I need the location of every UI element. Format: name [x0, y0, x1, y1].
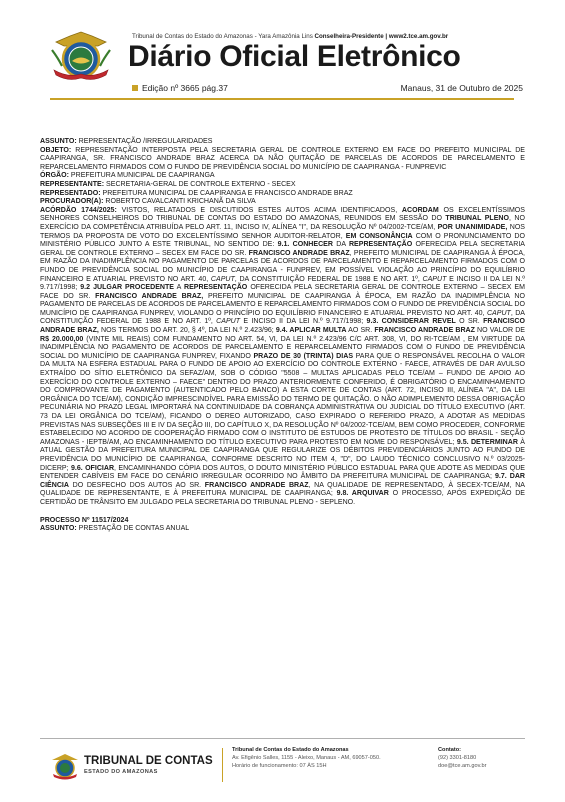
representado-line: REPRESENTADO: PREFEITURA MUNICIPAL DE CAAPIRANGA E FRANCISCO ANDRADE BRAZ: [40, 189, 353, 197]
page-footer: [0, 738, 565, 802]
footer-phone: (92) 3301-8180: [438, 755, 477, 762]
orgao-line: ÓRGÃO: PREFEITURA MUNICIPAL DE CAAPIRANGA: [40, 172, 215, 180]
tribunal-logo-icon: [50, 752, 80, 780]
footer-divider: [40, 738, 525, 739]
objeto-line: OBJETO: REPRESENTAÇÃO INTERPOSTA PELA SECRETARIA GERAL DE CONTROLE EXTERNO EM FACE DO PREFEITO MUNICIPAL DE CAAPIRANGA, SR. FRANCISCO ANDRADE BRAZ ACERCA DA NÃO QUITAÇÃO DE PARCELAS DE ACORDOS DE PARCELAMENTO E REPARCELAMENTO FIRMADOS COM O FUNDO DE PREVIDÊNCIA SOCIAL DO MUNICÍPIO DE CAAPIRANGA - FUNPREVIC: [40, 146, 525, 171]
edition-info: Edição nº 3665 pág.37: [132, 83, 228, 93]
footer-institution-name: TRIBUNAL DE CONTAS: [84, 755, 213, 767]
acordao-paragraph: ACÓRDÃO 1744/2025: VISTOS, RELATADOS E DISCUTIDOS ESTES AUTOS ACIMA IDENTIFICADOS, ACORDAM OS EXCELENTÍSSIMOS SENHORES CONSELHEIROS DO TRIBUNAL DE CONTAS DO ESTADO DO AMAZONAS, REUNIDOS EM SESSÃO DO TRIBUNAL PLENO, NO EXERCÍCIO DA COMPETÊNCIA ATRIBUÍDA PELO ART. 11, INCISO IV, ALÍNEA "I", DA RESOLUÇÃO Nº 04/2002-TCE/AM, POR UNANIMIDADE, NOS TERMOS DA PROPOSTA DE VOTO DO EXCELENTÍSSIMO SENHOR AUDITOR-RELATOR, EM CONSONÂNCIA COM O PRONUNCIAMENTO DO MINISTÉRIO PÚBLICO JUNTO A ESTE TRIBUNAL, NO SENTIDO DE: 9.1. CONHECER DA REPRESENTAÇÃO OFERECIDA PELA SECRETARIA GERAL DE CONTROLE EXTERNO – SECEX EM FACE DO SR. FRANCISCO ANDRADE BRAZ, PREFEITO MUNICIPAL DE CAAPIRANGA À ÉPOCA, EM RAZÃO DA INADIMPLÊNCIA NO PAGAMENTO DE PARCELAS DE ACORDOS DE PARCELAMENTO E REPARCELAMENTO FIRMADOS COM O FUNDO DE PREVIDÊNCIA SOCIAL DO MUNICÍPIO DE CAAPIRANGA - FUNPREV, EM POSSÍVEL VIOLAÇÃO AO PRINCÍPIO DO EQUILÍBRIO FINANCEIRO E ATUARIAL PREVISTO NO ART. 40, CAPUT, DA CONSTITUIÇÃO FEDERAL DE 1988 E NO ART. 1º, CAPUT E INCISO II DA LEI N.º 9.717/1998; 9.2 JULGAR PROCEDENTE A REPRESENTAÇÃO OFERECIDA PELA SECRETARIA GERAL DE CONTROLE EXTERNO – SECEX EM FACE DO SR. FRANCISCO ANDRADE BRAZ, PREFEITO MUNICIPAL DE CAAPIRANGA À ÉPOCA, EM RAZÃO DA INADIMPLÊNCIA NO PAGAMENTO DE PARCELAS DE ACORDOS DE PARCELAMENTO E REPARCELAMENTO FIRMADOS COM O FUNDO DE PREVIDÊNCIA SOCIAL DO MUNICÍPIO DE CAAPIRANGA FUNPREV, VIOLANDO O PRINCÍPIO DO EQUILÍBRIO FINANCEIRO E ATUARIAL PREVISTO NO ART. 40, CAPUT, DA CONSTITUIÇÃO FEDERAL DE 1988 E NO ART. 1º, CAPUT E INCISO II DA LEI N.º 9.717/1998; 9.3. CONSIDERAR REVEL O SR. FRANCISCO ANDRADE BRAZ, NOS TERMOS DO ART. 20, § 4º, DA LEI N.º 2.423/96; 9.4. APLICAR MULTA AO SR. FRANCISCO ANDRADE BRAZ NO VALOR DE R$ 20.000,00 (VINTE MIL REAIS) COM FUNDAMENTO NO ART. 54, VI, DA LEI N.º 2.423/96 C/C ART. 308, VI, DO RI-TCE/AM , EM VIRTUDE DA INADIMPLÊNCIA NO PAGAMENTO DE ACORDOS DE PARCELAMENTO E REPARCELAMENTO FIRMADOS COM O FUNDO DE PREVIDÊNCIA SOCIAL DO MUNICÍPIO DE CAAPIRANGA FUNPREV, FIXANDO PRAZO DE 30 (TRINTA) DIAS PARA QUE O RESPONSÁVEL RECOLHA O VALOR DA MULTA NA ESFERA ESTADUAL PARA O FUNDO DE APOIO AO EXERCÍCIO DO CONTROLE EXTERNO - FAECE, ATRAVÉS DE DAR AVULSO EXTRAÍDO DO SÍTIO ELETRÔNICO DA SEFAZ/AM, SOB O CÓDIGO "5508 – MULTAS APLICADAS PELO TCE/AM – FUNDO DE APOIO AO EXERCÍCIO DO CONTROLE EXTERNO – FAECE" DENTRO DO PRAZO ANTERIORMENTE CONFERIDO, É OBRIGATÓRIO O ENCAMINHAMENTO DO COMPROVANTE DE PAGAMENTO (AUTENTICADO PELO BANCO) A ESTA CORTE DE CONTAS (ART. 72, INCISO III, ALÍNEA "A", DA LEI ORGÂNICA DO TCE/AM), CONDIÇÃO IMPRESCINDÍVEL PARA EMISSÃO DO TERMO DE QUITAÇÃO. O NÃO ADIMPLEMENTO DESSA OBRIGAÇÃO PECUNIÁRIA NO PRAZO LEGAL IMPORTARÁ NA CONTINUIDADE DA COBRANÇA ADMINISTRATIVA OU JUDICIAL DO TÍTULO EXECUTIVO (ART. 73 DA LEI ORGÂNICA DO TCE/AM), FICANDO O DEREO AUTORIZADO, CASO EXPIRADO O REFERIDO PRAZO, A ADOTAR AS MEDIDAS PREVISTAS NAS SUBSEÇÕES III E IV DA SEÇÃO III, DO CAPÍTULO X, DA RESOLUÇÃO Nº 04/2002-TCE/AM, BEM COMO PROCEDER, CONFORME ESTABELECIDO NO ACORDO DE COOPERAÇÃO FIRMADO COM O INSTITUTO DE ESTUDOS DE PROTESTO DE TÍTULOS DO BRASIL - SEÇÃO AMAZONAS - IEPTB/AM, AO ENCAMINHAMENTO DO TÍTULO EXECUTIVO PARA PROTESTO EM NOME DO RESPONSÁVEL; 9.5. DETERMINAR À ATUAL GESTÃO DA PREFEITURA MUNICIPAL DE CAAPIRANGA QUE REGULARIZE OS DÉBITOS PREVIDENCIÁRIOS JUNTO AO FUNDO DE PREVIDÊNCIA DO MUNICÍPIO DE CAAPIRANGA, CONFORME DESCRITO NO ITEM 4, "D", DO LAUDO TÉCNICO CONCLUSIVO N.º 03/2025-DICERP; 9.6. OFICIAR, ENCAMINHANDO CÓPIA DOS AUTOS, O DOUTO MINISTÉRIO PÚBLICO ESTADUAL PARA QUE ADOTE AS MEDIDAS QUE ENTENDER CABÍVEIS EM FACE DO CENÁRIO IRREGULAR OCORRIDO NO ÂMBITO DA PREFEITURA MUNICIPAL DE CAAPIRANGA; 9.7. DAR CIÊNCIA DO DESFECHO DOS AUTOS AO SR. FRANCISCO ANDRADE BRAZ, NA QUALIDADE DE REPRESENTADO, À SECEX-TCE/AM, NA QUALIDADE DE REPRESENTANTE, E À PREFEITURA MUNICIPAL DE CAAPIRANGA; 9.8. ARQUIVAR O PROCESSO, APÓS EXPEDIÇÃO DE CERTIDÃO DE TRÂNSITO EM JULGADO PELA SECRETARIA DO TRIBUNAL PLENO - SEPLENO.: [40, 206, 526, 506]
footer-vertical-divider: [222, 748, 223, 782]
footer-contact: Contato: (92) 3301-8180 doe@tce.am.gov.br: [438, 747, 487, 770]
publication-date: Manaus, 31 de Outubro de 2025: [400, 83, 523, 93]
page-header: [0, 0, 565, 106]
paragraph-gap: [40, 508, 525, 517]
header-top-line: Tribunal de Contas do Estado do Amazonas - Yara Amazônia Lins Conselheira-Presidente | www2.tce.am.gov.br: [132, 33, 449, 40]
document-body: [40, 138, 525, 534]
square-bullet-icon: [132, 85, 138, 91]
processo-line: PROCESSO Nº 11517/2024: [40, 516, 129, 524]
page-title: Diário Oficial Eletrônico: [128, 40, 461, 73]
header-divider: [50, 98, 514, 100]
assunto-line: ASSUNTO: REPRESENTAÇÃO /IRREGULARIDADES: [40, 138, 213, 145]
representante-line: REPRESENTANTE: SECRETARIA-GERAL DE CONTROLE EXTERNO - SECEX: [40, 180, 296, 188]
amazonas-coat-of-arms-icon: [50, 26, 112, 88]
footer-institution-sub: ESTADO DO AMAZONAS: [84, 769, 158, 775]
procurador-line: PROCURADOR(A): ROBERTO CAVALCANTI KRICHANÃ DA SILVA: [40, 198, 256, 206]
footer-email-link[interactable]: doe@tce.am.gov.br: [438, 763, 487, 770]
assunto-line-2: ASSUNTO: PRESTAÇÃO DE CONTAS ANUAL: [40, 525, 190, 533]
footer-address: Tribunal de Contas do Estado do Amazonas Av. Efigênio Salles, 1155 - Aleixo, Manaus - AM, 69057-050. Horário de funcionamento: 07 ÀS 15H: [232, 747, 381, 770]
